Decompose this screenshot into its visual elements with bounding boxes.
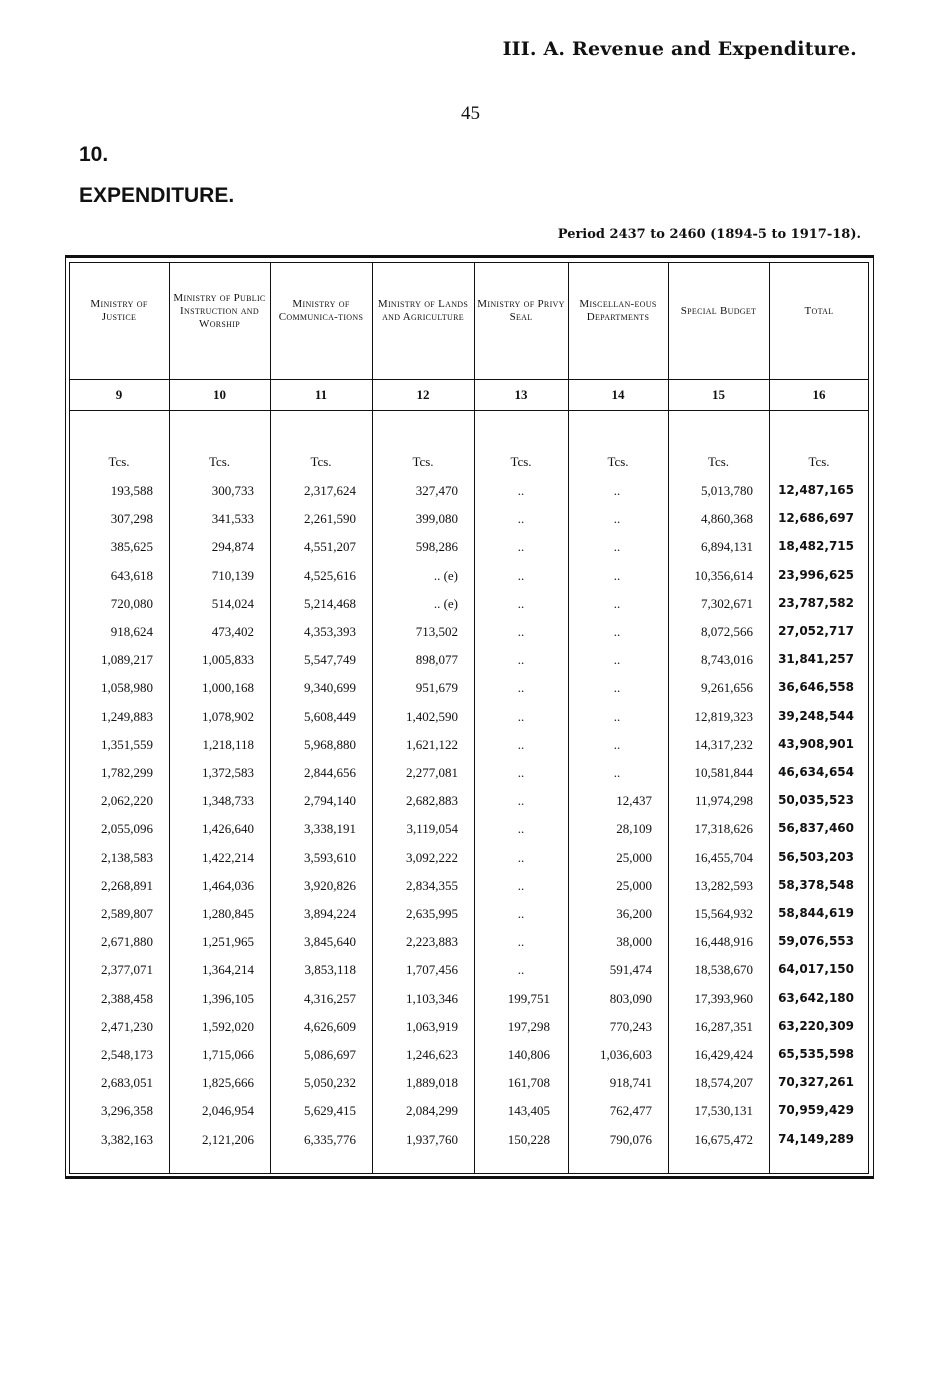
table-cell: 16,287,351 <box>694 1019 753 1034</box>
table-cell: 14,317,232 <box>694 737 753 752</box>
table-cell: 2,121,206 <box>202 1132 254 1147</box>
table-cell: 713,502 <box>415 624 458 639</box>
column-unit: Tcs. <box>707 454 730 469</box>
table-cell: .. <box>517 821 525 836</box>
table-cell: 399,080 <box>415 511 458 526</box>
table-cell: 2,589,807 <box>101 906 153 921</box>
table-cell: 643,618 <box>110 568 153 583</box>
total-cell: 18,482,715 <box>778 539 854 553</box>
table-cell: 1,000,168 <box>202 680 254 695</box>
table-cell: 2,683,051 <box>101 1075 153 1090</box>
table-cell: 918,741 <box>609 1075 652 1090</box>
table-cell: 3,296,358 <box>101 1103 153 1118</box>
table-cell: 3,920,826 <box>304 878 356 893</box>
table-cell: .. <box>613 539 621 554</box>
table-cell: 803,090 <box>609 991 652 1006</box>
total-cell: 70,327,261 <box>778 1075 854 1089</box>
table-cell: 150,228 <box>507 1132 550 1147</box>
table-cell: 3,894,224 <box>304 906 356 921</box>
table-cell: .. (e) <box>433 596 458 611</box>
table-cell: 1,464,036 <box>202 878 254 893</box>
table-cell: 327,470 <box>415 483 458 498</box>
table-cell: 1,058,980 <box>101 680 153 695</box>
table-cell: 1,005,833 <box>202 652 254 667</box>
total-cell: 39,248,544 <box>778 709 854 723</box>
table-cell: 3,092,222 <box>406 850 458 865</box>
column-header: Miscellan-eous Departments <box>579 298 657 323</box>
table-cell: 38,000 <box>616 934 652 949</box>
table-cell: 18,574,207 <box>694 1075 753 1090</box>
table-cell: .. <box>613 483 621 498</box>
table-cell: 294,874 <box>211 539 254 554</box>
table-cell: 161,708 <box>507 1075 550 1090</box>
total-cell: 46,634,654 <box>778 765 854 779</box>
total-cell: 36,646,558 <box>778 680 854 694</box>
table-cell: .. <box>613 737 621 752</box>
total-cell: 12,487,165 <box>778 483 854 497</box>
table-cell: 770,243 <box>609 1019 652 1034</box>
table-cell: 1,063,919 <box>406 1019 458 1034</box>
table-cell: 3,119,054 <box>406 821 458 836</box>
table-cell: .. <box>517 906 525 921</box>
table-cell: 1,621,122 <box>406 737 458 752</box>
table-cell: 1,078,902 <box>202 709 254 724</box>
table-cell: 3,338,191 <box>304 821 356 836</box>
total-cell: 63,642,180 <box>778 991 854 1005</box>
table-cell: 2,834,355 <box>406 878 458 893</box>
table-cell: 1,402,590 <box>406 709 458 724</box>
table-cell: 140,806 <box>507 1047 550 1062</box>
table-cell: 341,533 <box>211 511 254 526</box>
table-cell: 2,268,891 <box>101 878 153 893</box>
table-cell: 4,525,616 <box>304 568 356 583</box>
table-cell: .. <box>613 624 621 639</box>
table-cell: 1,089,217 <box>101 652 153 667</box>
table-cell: 1,249,883 <box>101 709 153 724</box>
table-cell: 598,286 <box>415 539 458 554</box>
table-cell: 5,013,780 <box>701 483 753 498</box>
table-cell: 720,080 <box>110 596 153 611</box>
table-cell: 5,629,415 <box>304 1103 356 1118</box>
column-number: 16 <box>812 387 826 402</box>
total-cell: 56,503,203 <box>778 850 854 864</box>
column-unit: Tcs. <box>808 454 830 469</box>
table-cell: .. <box>517 878 525 893</box>
table-cell: 1,348,733 <box>202 793 254 808</box>
column-header: Ministry of Communica-tions <box>278 298 364 323</box>
table-cell: .. <box>517 652 525 667</box>
table-cell: 1,422,214 <box>202 850 254 865</box>
column-header: Special Budget <box>680 305 757 317</box>
table-cell: 199,751 <box>507 991 550 1006</box>
table-cell: 2,471,230 <box>101 1019 153 1034</box>
table-cell: 2,062,220 <box>101 793 153 808</box>
table-cell: 1,937,760 <box>406 1132 458 1147</box>
total-cell: 50,035,523 <box>778 793 854 807</box>
column-unit: Tcs. <box>607 454 629 469</box>
table-cell: .. <box>613 680 621 695</box>
table-cell: 13,282,593 <box>694 878 753 893</box>
table-cell: 473,402 <box>211 624 254 639</box>
table-cell: .. (e) <box>433 568 458 583</box>
table-cell: .. <box>517 737 525 752</box>
table-cell: 1,782,299 <box>101 765 153 780</box>
table-cell: 1,251,965 <box>202 934 254 949</box>
section-title: EXPENDITURE. <box>79 184 235 207</box>
table-cell: 5,608,449 <box>304 709 356 724</box>
table-cell: 1,036,603 <box>600 1047 652 1062</box>
column-header: Ministry of Lands and Agriculture <box>377 298 469 323</box>
table-cell: 15,564,932 <box>694 906 753 921</box>
table-cell: .. <box>517 765 525 780</box>
table-cell: 36,200 <box>616 906 652 921</box>
table-cell: 3,382,163 <box>101 1132 153 1147</box>
column-header: Ministry of Public Instruction and Worship <box>173 292 266 330</box>
column-unit: Tcs. <box>510 454 532 469</box>
table-cell: 5,086,697 <box>304 1047 356 1062</box>
table-cell: 10,581,844 <box>694 765 753 780</box>
table-cell: .. <box>613 596 621 611</box>
period-note: Period 2437 to 2460 (1894-5 to 1917-18). <box>557 227 861 242</box>
table-cell: 3,593,610 <box>304 850 356 865</box>
table-cell: 1,351,559 <box>101 737 153 752</box>
total-cell: 70,959,429 <box>778 1103 854 1117</box>
column-unit: Tcs. <box>208 454 231 469</box>
total-cell: 65,535,598 <box>778 1047 854 1061</box>
column-number: 9 <box>115 387 123 402</box>
table-cell: 9,261,656 <box>701 680 753 695</box>
table-cell: 25,000 <box>616 850 652 865</box>
table-cell: 3,845,640 <box>304 934 356 949</box>
header-rule <box>69 410 869 411</box>
table-cell: 17,393,960 <box>694 991 753 1006</box>
table-cell: 28,109 <box>616 821 652 836</box>
column-number: 14 <box>611 387 625 402</box>
table-cell: 1,889,018 <box>406 1075 458 1090</box>
table-cell: 25,000 <box>616 878 652 893</box>
table-cell: .. <box>517 934 525 949</box>
total-cell: 58,844,619 <box>778 906 854 920</box>
table-cell: 2,635,995 <box>406 906 458 921</box>
table-cell: 193,588 <box>110 483 153 498</box>
table-cell: 1,426,640 <box>202 821 254 836</box>
table-cell: 710,139 <box>211 568 254 583</box>
table-cell: 1,707,456 <box>406 962 458 977</box>
table-cell: .. <box>517 624 525 639</box>
table-cell: .. <box>517 793 525 808</box>
table-cell: 307,298 <box>110 511 153 526</box>
header-rule <box>69 379 869 380</box>
table-cell: 5,968,880 <box>304 737 356 752</box>
table-cell: 2,317,624 <box>304 483 356 498</box>
table-cell: 18,538,670 <box>694 962 753 977</box>
table-cell: 898,077 <box>415 652 458 667</box>
table-cell: 1,246,623 <box>406 1047 458 1062</box>
running-head: III. A. Revenue and Expenditure. <box>502 38 857 60</box>
table-cell: 8,072,566 <box>701 624 753 639</box>
table-cell: .. <box>517 850 525 865</box>
total-cell: 56,837,460 <box>778 821 854 835</box>
table-cell: 16,429,424 <box>694 1047 753 1062</box>
table-cell: 1,103,346 <box>406 991 458 1006</box>
table-cell: 4,626,609 <box>304 1019 356 1034</box>
table-cell: 6,894,131 <box>701 539 753 554</box>
table-cell: .. <box>613 568 621 583</box>
table-cell: 2,046,954 <box>202 1103 254 1118</box>
table-cell: 951,679 <box>415 680 458 695</box>
table-cell: 1,592,020 <box>202 1019 254 1034</box>
table-cell: .. <box>613 709 621 724</box>
table-cell: 1,280,845 <box>202 906 254 921</box>
table-cell: .. <box>517 511 525 526</box>
table-cell: 4,316,257 <box>304 991 356 1006</box>
table-cell: 16,448,916 <box>694 934 753 949</box>
total-cell: 63,220,309 <box>778 1019 854 1033</box>
table-cell: 1,825,666 <box>202 1075 254 1090</box>
table-cell: .. <box>517 539 525 554</box>
table-cell: 143,405 <box>507 1103 550 1118</box>
table-cell: 1,396,105 <box>202 991 254 1006</box>
table-cell: 2,844,656 <box>304 765 356 780</box>
table-cell: 790,076 <box>609 1132 652 1147</box>
table-cell: 2,794,140 <box>304 793 356 808</box>
column-unit: Tcs. <box>412 454 434 469</box>
table-cell: 1,372,583 <box>202 765 254 780</box>
table-cell: 4,860,368 <box>701 511 753 526</box>
table-cell: 1,364,214 <box>202 962 254 977</box>
table-cell: .. <box>517 709 525 724</box>
column-unit: Tcs. <box>108 454 130 469</box>
table-cell: .. <box>517 680 525 695</box>
table-cell: .. <box>517 483 525 498</box>
table-cell: 7,302,671 <box>701 596 753 611</box>
table-cell: 5,547,749 <box>304 652 356 667</box>
table-cell: 1,715,066 <box>202 1047 254 1062</box>
total-cell: 27,052,717 <box>778 624 854 638</box>
table-cell: 2,277,081 <box>406 765 458 780</box>
table-cell: 762,477 <box>609 1103 652 1118</box>
total-cell: 43,908,901 <box>778 737 854 751</box>
table-cell: 11,974,298 <box>694 793 753 808</box>
total-cell: 64,017,150 <box>778 962 854 976</box>
table-cell: 2,548,173 <box>101 1047 153 1062</box>
column-number: 11 <box>314 387 328 402</box>
total-cell: 58,378,548 <box>778 878 854 892</box>
table-cell: 10,356,614 <box>694 568 753 583</box>
table-cell: 2,388,458 <box>101 991 153 1006</box>
column-number: 15 <box>712 387 725 402</box>
table-cell: 5,050,232 <box>304 1075 356 1090</box>
total-cell: 59,076,553 <box>778 934 854 948</box>
table-cell: 4,551,207 <box>304 539 356 554</box>
table-cell: 2,055,096 <box>101 821 153 836</box>
table-cell: 2,223,883 <box>406 934 458 949</box>
table-cell: 514,024 <box>211 596 254 611</box>
table-cell: 197,298 <box>507 1019 550 1034</box>
table-cell: 2,084,299 <box>406 1103 458 1118</box>
table-cell: .. <box>517 962 525 977</box>
table-cell: 300,733 <box>211 483 254 498</box>
table-cell: 8,743,016 <box>701 652 753 667</box>
page-number: 45 <box>461 103 480 124</box>
total-cell: 12,686,697 <box>778 511 854 525</box>
section-number: 10. <box>79 143 109 166</box>
total-cell: 23,787,582 <box>778 596 854 610</box>
table-cell: 2,138,583 <box>101 850 153 865</box>
table-cell: 2,682,883 <box>406 793 458 808</box>
table-cell: 16,675,472 <box>694 1132 753 1147</box>
table-cell: 4,353,393 <box>304 624 356 639</box>
column-number: 13 <box>514 387 528 402</box>
total-cell: 23,996,625 <box>778 568 854 582</box>
table-cell: .. <box>517 596 525 611</box>
table-cell: 1,218,118 <box>202 737 254 752</box>
table-cell: 2,377,071 <box>101 962 153 977</box>
table-cell: 2,671,880 <box>101 934 153 949</box>
table-cell: 2,261,590 <box>304 511 356 526</box>
total-cell: 74,149,289 <box>778 1132 854 1146</box>
table-cell: 6,335,776 <box>304 1132 356 1147</box>
column-header: Ministry of Justice <box>90 298 148 323</box>
table-cell: .. <box>517 568 525 583</box>
total-cell: 31,841,257 <box>778 652 854 666</box>
table-cell: 385,625 <box>110 539 153 554</box>
table-cell: 16,455,704 <box>694 850 753 865</box>
column-number: 10 <box>213 387 226 402</box>
column-header: Ministry of Privy Seal <box>477 298 565 323</box>
table-cell: 17,318,626 <box>694 821 753 836</box>
table-cell: 12,437 <box>616 793 652 808</box>
table-cell: 3,853,118 <box>304 962 356 977</box>
column-number: 12 <box>416 387 430 402</box>
table-cell: 591,474 <box>609 962 652 977</box>
table-cell: 5,214,468 <box>304 596 356 611</box>
table-cell: 12,819,323 <box>694 709 753 724</box>
table-cell: 918,624 <box>110 624 153 639</box>
column-unit: Tcs. <box>310 454 332 469</box>
table-cell: 17,530,131 <box>694 1103 753 1118</box>
table-cell: .. <box>613 511 621 526</box>
table-cell: .. <box>613 652 621 667</box>
table-cell: .. <box>613 765 621 780</box>
table-cell: 9,340,699 <box>304 680 356 695</box>
column-header: Total <box>804 305 834 317</box>
